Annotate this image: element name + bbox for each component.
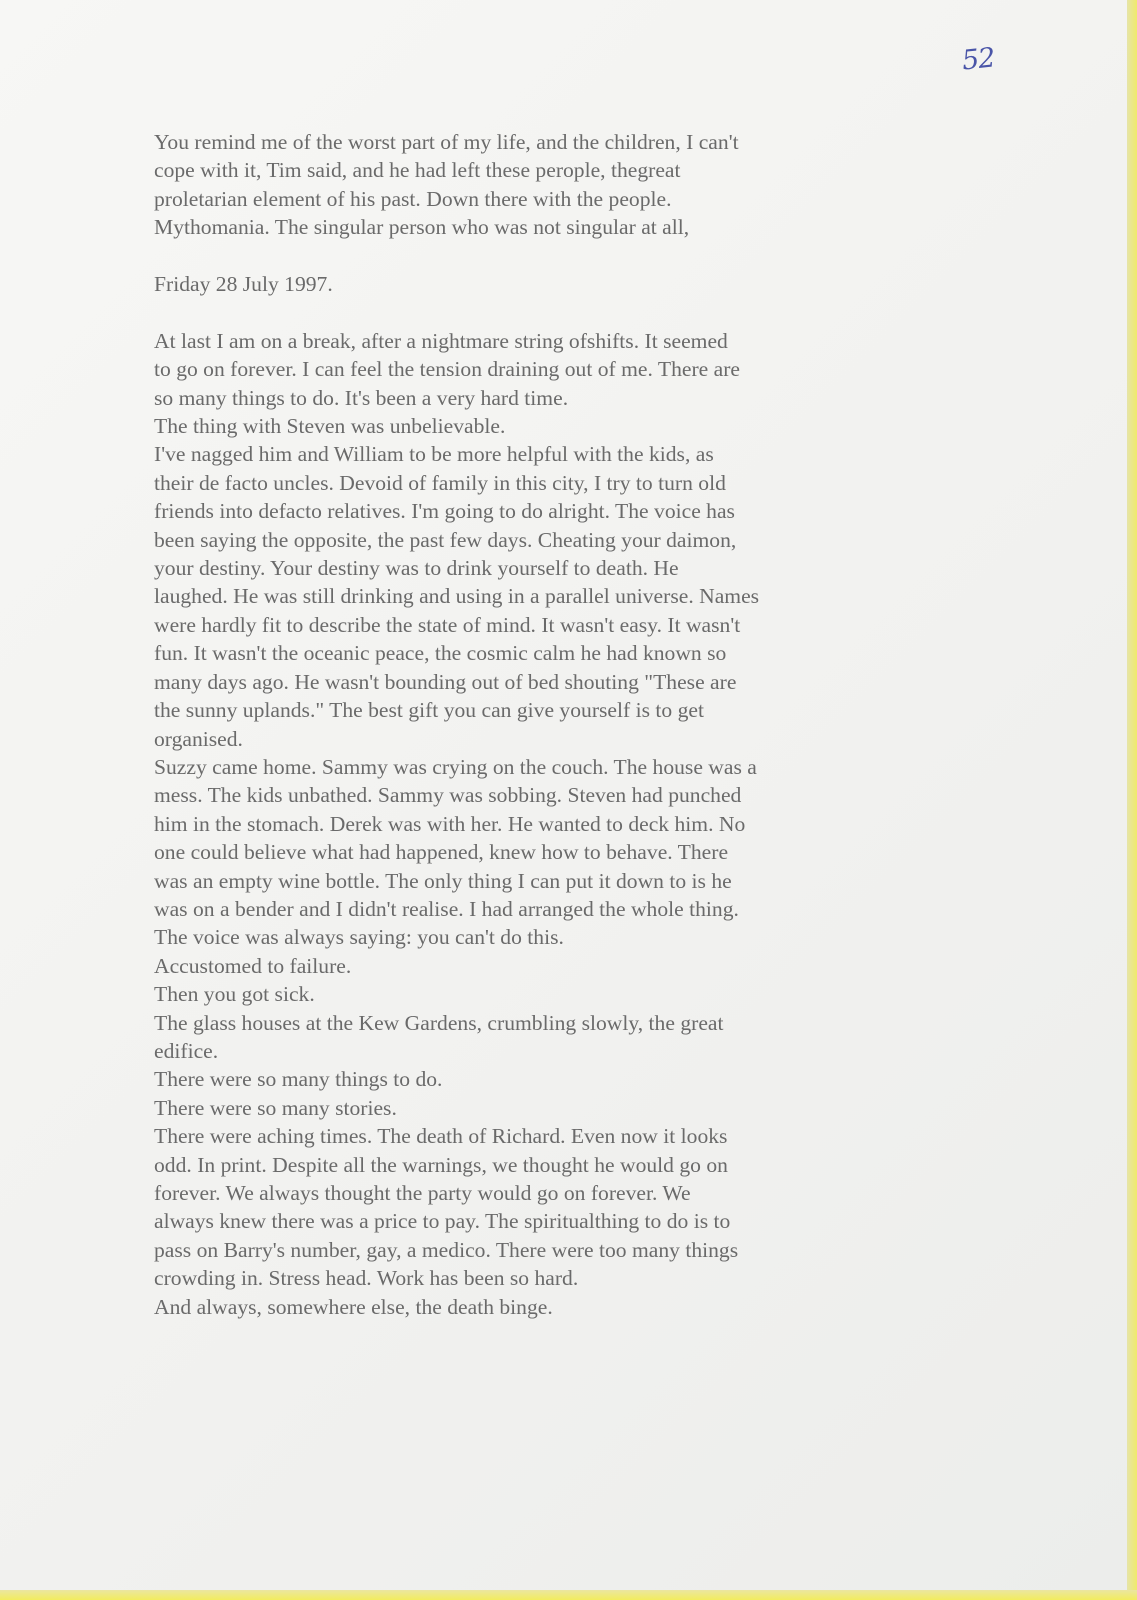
handwritten-page-number: 52 [960,42,996,77]
text-line: your destiny. Your destiny was to drink yourself to death. He [154,556,679,581]
text-line: The voice was always saying: you can't do this. [154,925,564,950]
text-line: been saying the opposite, the past few days. Cheating your daimon, [154,527,737,552]
text-line: organised. [154,726,243,751]
text-line: pass on Barry's number, gay, a medico. There were too many things [154,1237,739,1262]
text-line: odd. In print. Despite all the warnings, we thought he would go on [154,1152,728,1177]
text-line: fun. It wasn't the oceanic peace, the cosmic calm he had known so [154,641,727,666]
text-line: I've nagged him and William to be more helpful with the kids, as [154,442,714,467]
diary-entry-body [154,327,1014,1321]
text-line: was an empty wine bottle. The only thing I can put it down to is he [154,868,732,893]
background-edge-bottom [0,1590,1137,1600]
text-line: laughed. He was still drinking and using in a parallel universe. Names [154,584,760,609]
text-line: so many things to do. It's been a very hard time. [154,385,569,410]
typed-text-block [154,128,1014,1321]
background-edge-right [1127,0,1137,1600]
text-line: Then you got sick. [154,982,315,1007]
text-line: many days ago. He wasn't bounding out of bed shouting "These are [154,669,737,694]
text-line: one could believe what had happened, knew how to behave. There [154,840,729,865]
text-line: mess. The kids unbathed. Sammy was sobbing. Steven had punched [154,783,742,808]
text-line: The thing with Steven was unbelievable. [154,414,506,439]
text-line: their de facto uncles. Devoid of family in this city, I try to turn old [154,470,726,495]
text-line: There were so many stories. [154,1095,397,1120]
text-line: forever. We always thought the party would go on forever. We [154,1181,691,1205]
text-line: Suzzy came home. Sammy was crying on the couch. The house was a [154,754,757,779]
text-line: There were so many things to do. [154,1067,443,1092]
text-line: cope with it, Tim said, and he had left these perople, thegreat [154,158,681,183]
text-line: Mythomania. The singular person who was not singular at all, [154,215,690,240]
text-line: the sunny uplands." The best gift you can give yourself is to get [154,698,704,723]
text-line: At last I am on a break, after a nightmare string ofshifts. It seemed [154,328,728,353]
text-line: to go on forever. I can feel the tension draining out of me. There are [154,357,741,382]
text-line: Accustomed to failure. [154,953,352,978]
entry-date: Friday 28 July 1997. [154,272,333,297]
text-line: The glass houses at the Kew Gardens, crumbling slowly, the great [154,1010,724,1035]
text-line: crowding in. Stress head. Work has been so hard. [154,1266,579,1291]
intro-paragraph [154,128,1014,242]
text-line: And always, somewhere else, the death binge. [154,1294,553,1319]
text-line: always knew there was a price to pay. The spiritualthing to do is to [154,1209,731,1234]
text-line: friends into defacto relatives. I'm going to do alright. The voice has [154,499,735,524]
text-line: was on a bender and I didn't realise. I had arranged the whole thing. [154,896,739,921]
text-line: proletarian element of his past. Down there with the people. [154,186,672,211]
text-line: him in the stomach. Derek was with her. He wanted to deck him. No [154,811,746,836]
text-line: You remind me of the worst part of my life, and the children, I can't [154,130,739,154]
text-line: edifice. [154,1038,219,1063]
text-line: There were aching times. The death of Richard. Even now it looks [154,1124,728,1149]
text-line: were hardly fit to describe the state of mind. It wasn't easy. It wasn't [154,612,741,637]
